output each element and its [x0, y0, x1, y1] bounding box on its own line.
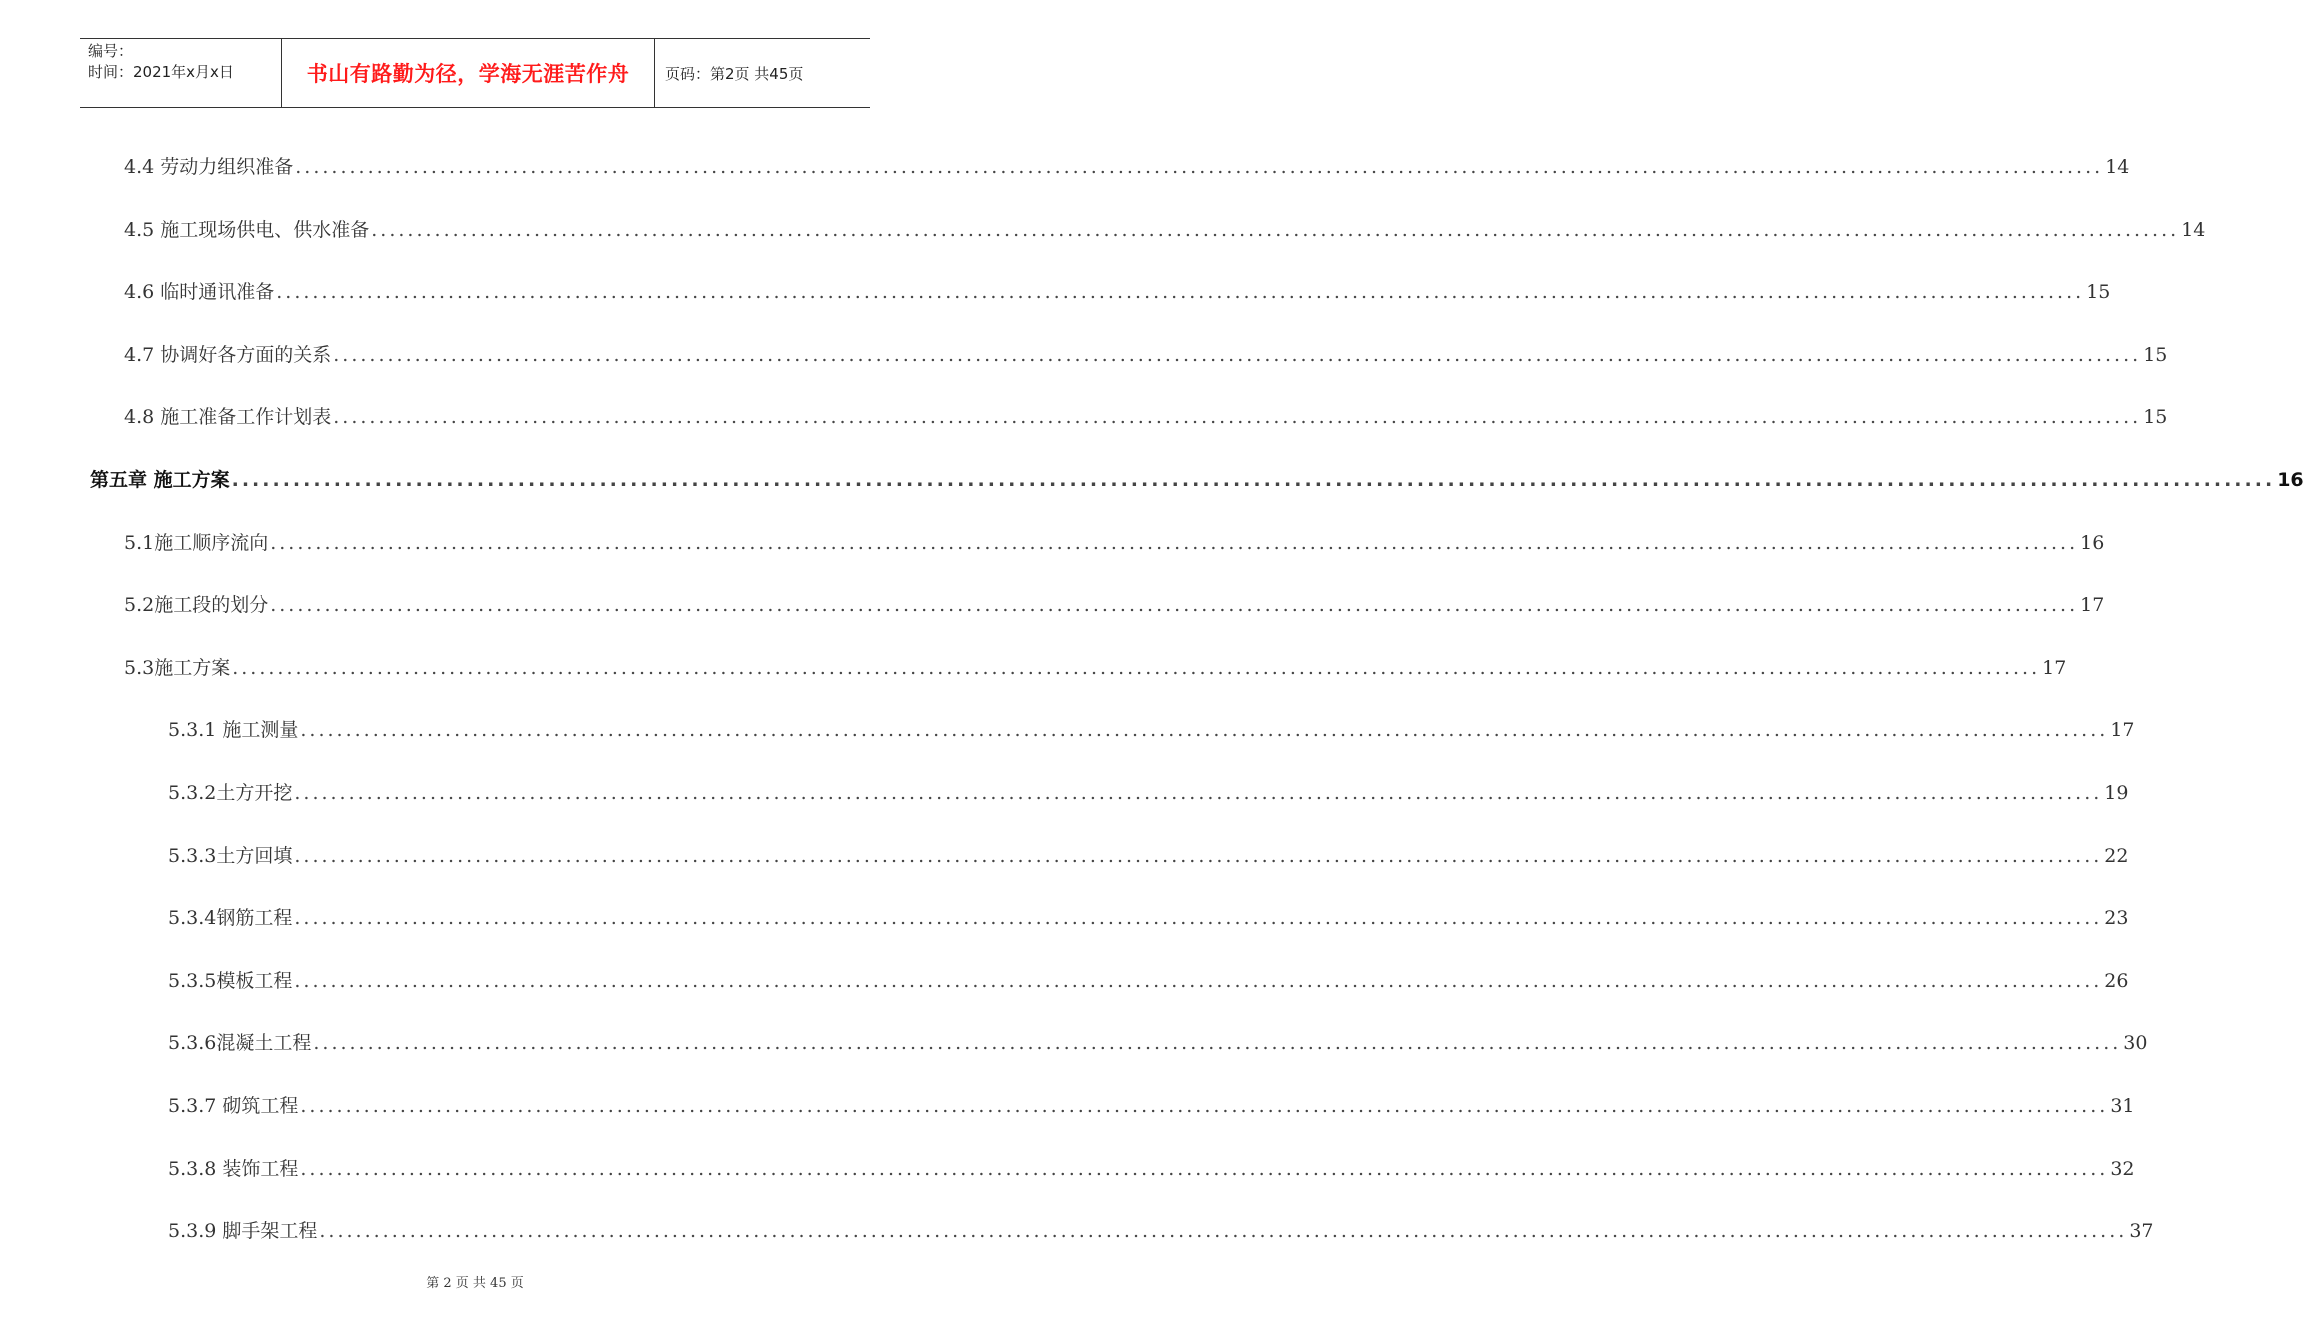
- toc-dot-leader: ........................................................................................................................................................................................................: [232, 656, 2041, 679]
- toc-dot-leader: ........................................................................................................................................................................................................: [294, 907, 2103, 930]
- toc-entry-page: 16: [2277, 469, 2304, 491]
- document-number-label: 编号：: [88, 42, 134, 60]
- toc-entry[interactable]: [124, 653, 2067, 680]
- toc-dot-leader: ........................................................................................................................................................................................................: [300, 719, 2109, 742]
- toc-entry[interactable]: [124, 528, 2105, 555]
- toc-dot-leader: ........................................................................................................................................................................................................: [319, 1220, 2128, 1243]
- toc-entry-page: 14: [2181, 218, 2206, 241]
- toc-dot-leader: ........................................................................................................................................................................................................: [333, 406, 2142, 429]
- toc-dot-leader: ........................................................................................................................................................................................................: [270, 594, 2079, 617]
- toc-entry[interactable]: [168, 966, 2129, 993]
- page-footer: 第 2 页 共 45 页: [426, 1276, 524, 1291]
- toc-entry-page: 14: [2105, 156, 2130, 178]
- toc-entry-page: 15: [2143, 406, 2168, 429]
- toc-entry-label: 5.3施工方案: [124, 656, 231, 679]
- toc-dot-leader: ........................................................................................................................................................................................................: [294, 844, 2103, 867]
- toc-entry-page: 17: [2110, 719, 2135, 742]
- toc-entry-label: 5.1施工顺序流向: [124, 531, 269, 554]
- toc-entry-page: 32: [2110, 1157, 2135, 1180]
- toc-entry[interactable]: [124, 277, 2111, 304]
- toc-dot-leader: ........................................................................................................................................................................................................: [300, 1157, 2109, 1180]
- toc-dot-leader: ........................................................................................................................................................................................................: [333, 343, 2142, 366]
- toc-entry[interactable]: [124, 215, 2206, 242]
- toc-entry-label: 第五章 施工方案: [90, 469, 230, 491]
- toc-dot-leader: ........................................................................................................................................................................................................: [270, 531, 2079, 554]
- toc-entry[interactable]: [168, 903, 2129, 930]
- toc-entry-page: 17: [2080, 594, 2105, 617]
- toc-entry-label: 5.3.2土方开挖: [168, 782, 293, 804]
- toc-entry-page: 23: [2104, 907, 2129, 930]
- toc-dot-leader: ........................................................................................................................................................................................................: [276, 281, 2085, 304]
- toc-entry[interactable]: [124, 402, 2168, 429]
- toc-entry-label: 5.3.8 装饰工程: [168, 1157, 299, 1180]
- toc-entry-page: 26: [2104, 969, 2129, 992]
- toc-entry[interactable]: [124, 152, 2130, 179]
- toc-dot-leader: ........................................................................................................................................................................................................: [295, 156, 2104, 178]
- toc-entry-page: 17: [2042, 656, 2067, 679]
- toc-entry-page: 15: [2086, 281, 2111, 304]
- toc-entry-label: 5.3.7 砌筑工程: [168, 1095, 299, 1117]
- toc-entry-page: 15: [2143, 343, 2168, 366]
- header-page-info: 页码：第2页 共45页: [665, 64, 804, 83]
- toc-dot-leader: ........................................................................................................................................................................................................: [231, 469, 2276, 491]
- toc-entry-page: 31: [2110, 1095, 2135, 1117]
- toc-dot-leader: ........................................................................................................................................................................................................: [294, 782, 2103, 804]
- toc-entry[interactable]: [168, 778, 2129, 805]
- toc-entry-label: 5.3.5模板工程: [168, 969, 293, 992]
- toc-entry[interactable]: [168, 1154, 2135, 1181]
- toc-entry[interactable]: [124, 590, 2105, 617]
- toc-entry-label: 5.3.4钢筋工程: [168, 907, 293, 930]
- toc-entry-label: 4.6 临时通讯准备: [124, 281, 275, 304]
- toc-entry-label: 5.2施工段的划分: [124, 594, 269, 617]
- toc-entry-label: 4.8 施工准备工作计划表: [124, 406, 332, 429]
- toc-entry-page: 19: [2104, 782, 2129, 804]
- toc-entry[interactable]: [124, 340, 2168, 367]
- toc-dot-leader: ........................................................................................................................................................................................................: [294, 969, 2103, 992]
- toc-entry-label: 4.4 劳动力组织准备: [124, 156, 294, 178]
- toc-entry[interactable]: [168, 1091, 2135, 1118]
- toc-entry[interactable]: [168, 841, 2129, 868]
- toc-entry[interactable]: [168, 715, 2135, 742]
- toc-entry-label: 5.3.1 施工测量: [168, 719, 299, 742]
- toc-entry-page: 30: [2123, 1032, 2148, 1055]
- toc-dot-leader: ........................................................................................................................................................................................................: [313, 1032, 2122, 1055]
- toc-dot-leader: ........................................................................................................................................................................................................: [371, 218, 2180, 241]
- toc-entry-label: 5.3.3土方回填: [168, 844, 293, 867]
- document-time: 时间：2021年x月x日: [88, 63, 234, 81]
- toc-entry[interactable]: [168, 1216, 2154, 1243]
- toc-dot-leader: ........................................................................................................................................................................................................: [300, 1095, 2109, 1117]
- toc-entry-page: 37: [2129, 1220, 2154, 1243]
- toc-entry-label: 5.3.6混凝土工程: [168, 1032, 312, 1055]
- toc-chapter-entry[interactable]: [90, 465, 2304, 492]
- toc-entry-page: 22: [2104, 844, 2129, 867]
- header-motto: 书山有路勤为径，学海无涯苦作舟: [282, 39, 655, 107]
- toc-entry-label: 5.3.9 脚手架工程: [168, 1220, 318, 1243]
- toc-entry[interactable]: [168, 1028, 2148, 1055]
- toc-entry-page: 16: [2080, 531, 2105, 554]
- toc-entry-label: 4.7 协调好各方面的关系: [124, 343, 332, 366]
- toc-entry-label: 4.5 施工现场供电、供水准备: [124, 218, 370, 241]
